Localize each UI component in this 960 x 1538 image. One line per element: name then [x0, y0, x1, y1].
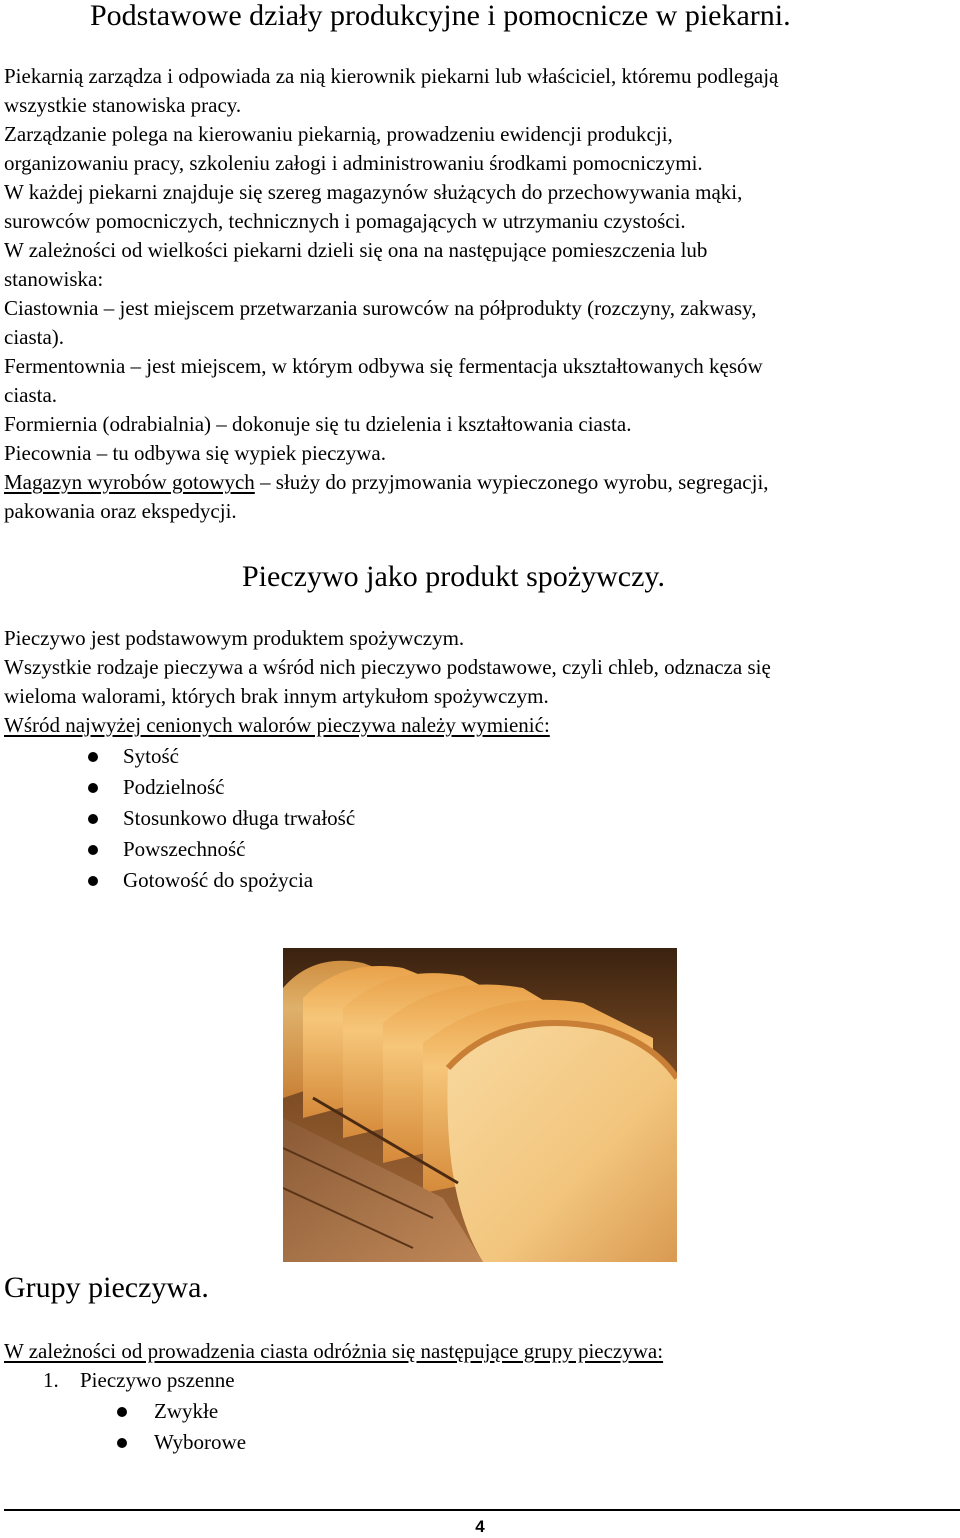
bullet-icon [88, 876, 98, 886]
intro-line: Piecownia – tu odbywa się wypiek pieczywa. [4, 441, 386, 465]
intro-line: Piekarnią zarządza i odpowiada za nią kierownik piekarni lub właściciel, któremu podlegają [4, 64, 779, 88]
subitem: Zwykłe [154, 1399, 219, 1423]
section-heading-grupy: Grupy pieczywa. [4, 1271, 209, 1304]
magazyn-name: Magazyn wyrobów gotowych [4, 470, 255, 494]
numbered-item: Pieczywo pszenne [80, 1368, 235, 1392]
intro-line: organizowaniu pracy, szkoleniu załogi i administrowaniu środkami pomocniczymi. [4, 151, 703, 175]
bullet-icon [117, 1407, 127, 1417]
subitem: Wyborowe [154, 1430, 247, 1454]
section2-line: Wszystkie rodzaje pieczywa a wśród nich pieczywo podstawowe, czyli chleb, odznacza się [4, 655, 771, 679]
bullet-icon [88, 814, 98, 824]
walor-item: Podzielność [123, 775, 225, 799]
intro-line: Fermentownia – jest miejscem, w którym odbywa się fermentacja ukształtowanych kęsów [4, 354, 763, 378]
magazyn-description: – służy do przyjmowania wypieczonego wyrobu, segregacji, [254, 470, 769, 494]
walor-item: Gotowość do spożycia [123, 868, 314, 892]
walor-item: Stosunkowo długa trwałość [123, 806, 356, 830]
section2-line: Pieczywo jest podstawowym produktem spożywczym. [4, 626, 465, 650]
grupy-intro: W zależności od prowadzenia ciasta odróżnia się następujące grupy pieczywa: [4, 1339, 664, 1363]
intro-line: W zależności od wielkości piekarni dzieli się ona na następujące pomieszczenia lub [4, 238, 708, 262]
bullet-icon [88, 783, 98, 793]
footer-divider [4, 1509, 960, 1511]
magazyn-line [4, 468, 769, 497]
intro-line: Zarządzanie polega na kierowaniu piekarnią, prowadzeniu ewidencji produkcji, [4, 122, 673, 146]
bullet-icon [88, 845, 98, 855]
intro-line: ciasta. [4, 383, 58, 407]
section-heading-pieczywo: Pieczywo jako produkt spożywczy. [242, 560, 665, 593]
intro-line: stanowiska: [4, 267, 104, 291]
bread-photo [283, 948, 677, 1262]
walor-item: Powszechność [123, 837, 246, 861]
bullet-icon [88, 752, 98, 762]
numbered-label: 1. [43, 1368, 59, 1392]
bullet-icon [117, 1438, 127, 1448]
section2-line: wieloma walorami, których brak innym artykułom spożywczym. [4, 684, 549, 708]
walory-intro: Wśród najwyżej cenionych walorów pieczywa należy wymienić: [4, 713, 550, 737]
intro-line: W każdej piekarni znajduje się szereg magazynów służących do przechowywania mąki, [4, 180, 743, 204]
intro-line: wszystkie stanowiska pracy. [4, 93, 242, 117]
page-number: 4 [475, 1517, 485, 1536]
intro-line: Formiernia (odrabialnia) – dokonuje się tu dzielenia i kształtowania ciasta. [4, 412, 632, 436]
bread-loaves-illustration [283, 948, 677, 1262]
intro-line: Ciastownia – jest miejscem przetwarzania surowców na półprodukty (rozczyny, zakwasy, [4, 296, 757, 320]
intro-line: ciasta). [4, 325, 65, 349]
walor-item: Sytość [123, 744, 180, 768]
intro-line: surowców pomocniczych, technicznych i pomagających w utrzymaniu czystości. [4, 209, 686, 233]
page-title: Podstawowe działy produkcyjne i pomocnicze w piekarni. [90, 0, 791, 32]
magazyn-line-2: pakowania oraz ekspedycji. [4, 499, 237, 523]
